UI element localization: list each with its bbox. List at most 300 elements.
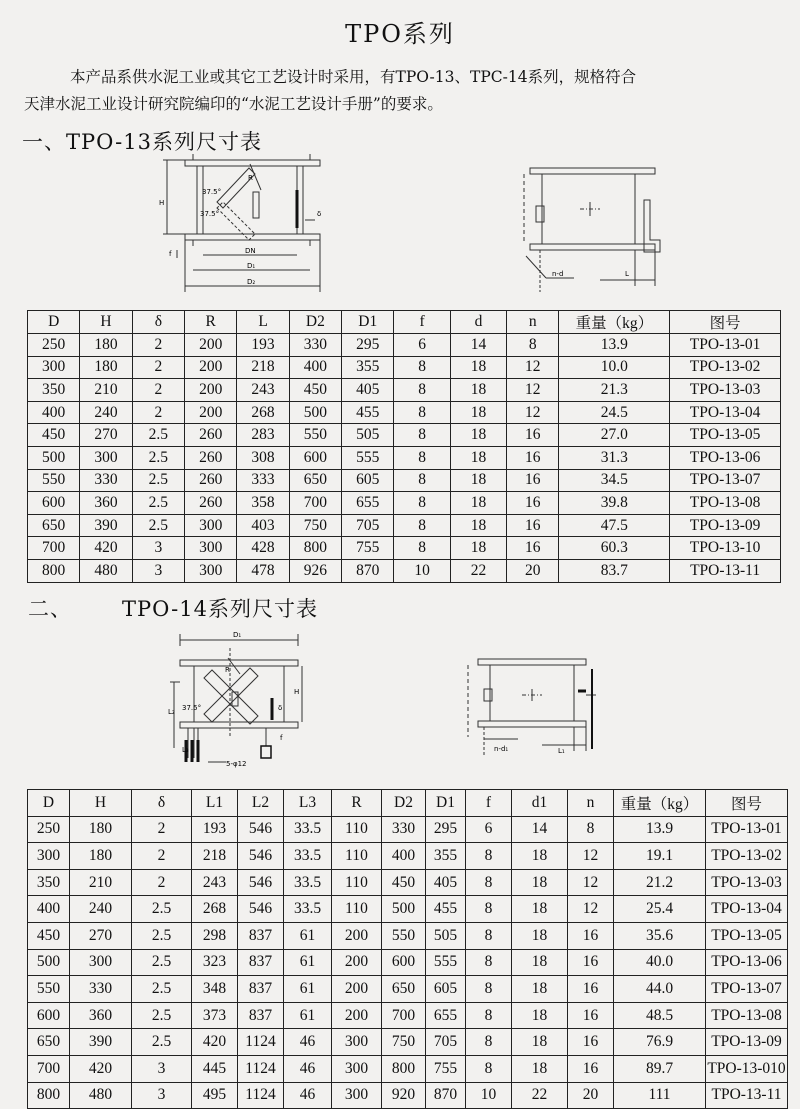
table-cell: 360 bbox=[80, 492, 132, 515]
table-cell: 420 bbox=[80, 537, 132, 560]
table-cell: 18 bbox=[512, 869, 568, 896]
table-cell: 755 bbox=[426, 1055, 466, 1082]
table-cell: 3 bbox=[132, 1082, 192, 1109]
table-cell: 8 bbox=[394, 424, 450, 447]
table-cell: 18 bbox=[512, 843, 568, 870]
table-cell: 837 bbox=[238, 949, 284, 976]
nd-label: n-d bbox=[552, 270, 564, 278]
table-cell: TPO-13-07 bbox=[670, 469, 781, 492]
table-cell: 605 bbox=[342, 469, 394, 492]
table-row bbox=[28, 816, 788, 843]
table-cell: 8 bbox=[466, 843, 512, 870]
table-cell: 870 bbox=[426, 1082, 466, 1109]
table-cell: 445 bbox=[192, 1055, 238, 1082]
table-cell: 330 bbox=[382, 816, 426, 843]
column-header: D2 bbox=[289, 311, 341, 334]
table-cell: 333 bbox=[237, 469, 289, 492]
table-cell: 650 bbox=[28, 514, 80, 537]
table-cell: 18 bbox=[512, 922, 568, 949]
table-header-row bbox=[28, 790, 788, 817]
page-title: TPO系列 bbox=[345, 20, 455, 48]
table-cell: 18 bbox=[512, 1055, 568, 1082]
f-label: f bbox=[280, 734, 283, 742]
table-cell: 2.5 bbox=[132, 469, 184, 492]
table-cell: 19.1 bbox=[614, 843, 706, 870]
table-cell: 403 bbox=[237, 514, 289, 537]
table-cell: 655 bbox=[426, 1002, 466, 1029]
table-cell: 16 bbox=[568, 976, 614, 1003]
table-row bbox=[28, 537, 781, 560]
table-cell: 110 bbox=[332, 869, 382, 896]
table-row bbox=[28, 446, 781, 469]
table-cell: 10 bbox=[394, 559, 450, 582]
table-cell: 14 bbox=[512, 816, 568, 843]
table-cell: 61 bbox=[284, 1002, 332, 1029]
table-cell: 2 bbox=[132, 356, 184, 379]
table-cell: 1124 bbox=[238, 1055, 284, 1082]
table-cell: 200 bbox=[332, 976, 382, 1003]
table-cell: 455 bbox=[342, 401, 394, 424]
table-cell: 8 bbox=[394, 379, 450, 402]
column-header: 图号 bbox=[670, 311, 781, 334]
table-cell: 800 bbox=[382, 1055, 426, 1082]
column-header: D bbox=[28, 311, 80, 334]
delta-label: δ bbox=[278, 704, 283, 712]
table-row bbox=[28, 949, 788, 976]
table-cell: 298 bbox=[192, 922, 238, 949]
column-header: 重量（kg） bbox=[614, 790, 706, 817]
table-cell: 800 bbox=[28, 1082, 70, 1109]
table-cell: 16 bbox=[568, 949, 614, 976]
table-cell: 3 bbox=[132, 537, 184, 560]
table-cell: 400 bbox=[28, 401, 80, 424]
table-cell: 350 bbox=[28, 869, 70, 896]
table-cell: 27.0 bbox=[559, 424, 670, 447]
section2-heading-text: TPO-14系列尺寸表 bbox=[122, 597, 318, 621]
delta-label: δ bbox=[317, 210, 322, 218]
table-cell: 500 bbox=[28, 446, 80, 469]
table-cell: 3 bbox=[132, 1055, 192, 1082]
table-cell: 546 bbox=[238, 843, 284, 870]
table-cell: 180 bbox=[80, 334, 132, 357]
section2-heading bbox=[28, 593, 318, 623]
table-cell: 546 bbox=[238, 896, 284, 923]
angle-label: 37.5° bbox=[182, 704, 202, 712]
column-header: D1 bbox=[342, 311, 394, 334]
table-cell: 400 bbox=[28, 896, 70, 923]
table-cell: 18 bbox=[512, 1029, 568, 1056]
table-row bbox=[28, 356, 781, 379]
table-cell: 2.5 bbox=[132, 976, 192, 1003]
table-cell: 200 bbox=[185, 334, 237, 357]
table-cell: 22 bbox=[450, 559, 506, 582]
table-cell: TPO-13-04 bbox=[670, 401, 781, 424]
section1-heading: 一、TPO-13系列尺寸表 bbox=[22, 130, 262, 154]
table-cell: 31.3 bbox=[559, 446, 670, 469]
table-cell: 8 bbox=[466, 869, 512, 896]
table-cell: 16 bbox=[507, 446, 559, 469]
table-cell: TPO-13-05 bbox=[706, 922, 788, 949]
column-header: R bbox=[185, 311, 237, 334]
table-cell: 348 bbox=[192, 976, 238, 1003]
table-cell: 16 bbox=[568, 1055, 614, 1082]
table-row bbox=[28, 469, 781, 492]
table-cell: 243 bbox=[192, 869, 238, 896]
table-cell: 16 bbox=[507, 514, 559, 537]
table-cell: 12 bbox=[568, 869, 614, 896]
table-cell: 18 bbox=[512, 896, 568, 923]
column-header: f bbox=[394, 311, 450, 334]
table-cell: 373 bbox=[192, 1002, 238, 1029]
table-row bbox=[28, 379, 781, 402]
table-cell: 13.9 bbox=[614, 816, 706, 843]
column-header: D2 bbox=[382, 790, 426, 817]
table-row bbox=[28, 559, 781, 582]
column-header: R bbox=[332, 790, 382, 817]
table-cell: 390 bbox=[80, 514, 132, 537]
h-label: H bbox=[294, 688, 300, 696]
column-header: δ bbox=[132, 311, 184, 334]
table-cell: 200 bbox=[332, 949, 382, 976]
table-cell: TPO-13-09 bbox=[706, 1029, 788, 1056]
column-header: L1 bbox=[192, 790, 238, 817]
table-cell: 500 bbox=[382, 896, 426, 923]
table-cell: TPO-13-04 bbox=[706, 896, 788, 923]
table-cell: TPO-13-10 bbox=[670, 537, 781, 560]
table-cell: 650 bbox=[28, 1029, 70, 1056]
table-cell: 180 bbox=[80, 356, 132, 379]
table-cell: 89.7 bbox=[614, 1055, 706, 1082]
table-cell: 240 bbox=[80, 401, 132, 424]
table-header-row bbox=[28, 311, 781, 334]
table-row bbox=[28, 424, 781, 447]
table-cell: 48.5 bbox=[614, 1002, 706, 1029]
table-cell: 330 bbox=[70, 976, 132, 1003]
column-header: D bbox=[28, 790, 70, 817]
table-cell: 18 bbox=[512, 949, 568, 976]
column-header: H bbox=[80, 311, 132, 334]
tpo14-front-drawing bbox=[168, 628, 308, 773]
table-cell: 22 bbox=[512, 1082, 568, 1109]
table-cell: 12 bbox=[507, 401, 559, 424]
table-cell: 33.5 bbox=[284, 896, 332, 923]
table-cell: 8 bbox=[466, 1002, 512, 1029]
table-cell: 837 bbox=[238, 1002, 284, 1029]
table-cell: 300 bbox=[332, 1055, 382, 1082]
table-cell: 8 bbox=[394, 401, 450, 424]
table-cell: 600 bbox=[28, 1002, 70, 1029]
table-cell: TPO-13-09 bbox=[670, 514, 781, 537]
column-header: n bbox=[568, 790, 614, 817]
table-cell: 837 bbox=[238, 976, 284, 1003]
table-cell: 400 bbox=[382, 843, 426, 870]
table-row bbox=[28, 869, 788, 896]
table-cell: 480 bbox=[70, 1082, 132, 1109]
table-cell: 10.0 bbox=[559, 356, 670, 379]
table-cell: 18 bbox=[512, 1002, 568, 1029]
table-cell: TPO-13-03 bbox=[706, 869, 788, 896]
table-cell: 546 bbox=[238, 816, 284, 843]
table-cell: 405 bbox=[342, 379, 394, 402]
column-header: d bbox=[450, 311, 506, 334]
table-cell: 550 bbox=[382, 922, 426, 949]
intro-line-2: 天津水泥工业设计研究院编印的“水泥工艺设计手册”的要求。 bbox=[24, 95, 443, 113]
table-cell: 323 bbox=[192, 949, 238, 976]
column-header: n bbox=[507, 311, 559, 334]
table-cell: 218 bbox=[192, 843, 238, 870]
table-cell: 8 bbox=[466, 949, 512, 976]
table-cell: 505 bbox=[426, 922, 466, 949]
tpo13-side-drawing bbox=[520, 160, 665, 292]
table-cell: 295 bbox=[342, 334, 394, 357]
table-cell: 300 bbox=[332, 1029, 382, 1056]
table-cell: 8 bbox=[394, 492, 450, 515]
table-cell: 550 bbox=[289, 424, 341, 447]
table-cell: 420 bbox=[70, 1055, 132, 1082]
d2-label: D₂ bbox=[247, 278, 256, 286]
l-label: L bbox=[625, 270, 629, 278]
d1-label: D₁ bbox=[233, 631, 242, 639]
tpo13-front-drawing bbox=[155, 150, 330, 305]
table-cell: 300 bbox=[332, 1082, 382, 1109]
table-cell: 180 bbox=[70, 816, 132, 843]
table-cell: 8 bbox=[466, 976, 512, 1003]
table-cell: 500 bbox=[289, 401, 341, 424]
table-cell: 33.5 bbox=[284, 816, 332, 843]
h-label: H bbox=[159, 199, 165, 207]
table-cell: 600 bbox=[289, 446, 341, 469]
table-cell: 10 bbox=[466, 1082, 512, 1109]
table-cell: 295 bbox=[426, 816, 466, 843]
table-cell: 61 bbox=[284, 976, 332, 1003]
l3-label: L₃ bbox=[182, 746, 189, 754]
table-cell: 800 bbox=[289, 537, 341, 560]
table-cell: 243 bbox=[237, 379, 289, 402]
tpo13-dimension-table bbox=[27, 310, 781, 583]
table-cell: 8 bbox=[394, 514, 450, 537]
table-cell: TPO-13-03 bbox=[670, 379, 781, 402]
column-header: δ bbox=[132, 790, 192, 817]
table-cell: 16 bbox=[568, 1002, 614, 1029]
d1-label: D₁ bbox=[247, 262, 256, 270]
angle-label-bottom: 37.5° bbox=[200, 210, 220, 218]
table-cell: 46 bbox=[284, 1082, 332, 1109]
table-row bbox=[28, 922, 788, 949]
table-cell: 13.9 bbox=[559, 334, 670, 357]
f-label: f bbox=[169, 250, 172, 258]
table-cell: 61 bbox=[284, 949, 332, 976]
table-cell: 6 bbox=[466, 816, 512, 843]
table-cell: 837 bbox=[238, 922, 284, 949]
table-cell: 16 bbox=[507, 492, 559, 515]
table-cell: TPO-13-010 bbox=[706, 1055, 788, 1082]
table-cell: 250 bbox=[28, 334, 80, 357]
table-row bbox=[28, 1082, 788, 1109]
table-cell: 20 bbox=[507, 559, 559, 582]
table-cell: 16 bbox=[568, 1029, 614, 1056]
table-cell: 12 bbox=[568, 896, 614, 923]
table-cell: 18 bbox=[450, 424, 506, 447]
tpo14-dimension-table bbox=[27, 789, 788, 1109]
column-header: L2 bbox=[238, 790, 284, 817]
table-cell: 18 bbox=[450, 537, 506, 560]
table-cell: 2.5 bbox=[132, 424, 184, 447]
table-cell: 300 bbox=[185, 514, 237, 537]
table-cell: 61 bbox=[284, 922, 332, 949]
table-cell: TPO-13-07 bbox=[706, 976, 788, 1003]
table-cell: 21.2 bbox=[614, 869, 706, 896]
table-cell: 2.5 bbox=[132, 446, 184, 469]
table-cell: 33.5 bbox=[284, 843, 332, 870]
column-header: L3 bbox=[284, 790, 332, 817]
table-cell: 300 bbox=[185, 537, 237, 560]
table-cell: 8 bbox=[394, 446, 450, 469]
table-cell: 2.5 bbox=[132, 514, 184, 537]
table-cell: 268 bbox=[192, 896, 238, 923]
table-row bbox=[28, 514, 781, 537]
table-cell: 33.5 bbox=[284, 869, 332, 896]
table-cell: 650 bbox=[382, 976, 426, 1003]
table-cell: 8 bbox=[466, 1055, 512, 1082]
table-cell: 1124 bbox=[238, 1029, 284, 1056]
table-cell: 700 bbox=[382, 1002, 426, 1029]
table-cell: 700 bbox=[289, 492, 341, 515]
table-cell: 550 bbox=[28, 976, 70, 1003]
table-row bbox=[28, 401, 781, 424]
table-cell: TPO-13-01 bbox=[670, 334, 781, 357]
dn-label: DN bbox=[245, 247, 256, 255]
table-cell: 8 bbox=[507, 334, 559, 357]
table-cell: 12 bbox=[507, 356, 559, 379]
table-cell: 355 bbox=[426, 843, 466, 870]
nd1-label: n-d₁ bbox=[494, 745, 509, 753]
holes-label: 5-φ12 bbox=[226, 760, 247, 768]
table-cell: 705 bbox=[342, 514, 394, 537]
table-cell: 420 bbox=[192, 1029, 238, 1056]
table-cell: 210 bbox=[80, 379, 132, 402]
table-cell: 260 bbox=[185, 469, 237, 492]
table-cell: 2.5 bbox=[132, 922, 192, 949]
table-cell: 2 bbox=[132, 843, 192, 870]
table-cell: 8 bbox=[394, 469, 450, 492]
table-cell: 268 bbox=[237, 401, 289, 424]
table-cell: 450 bbox=[382, 869, 426, 896]
table-cell: 478 bbox=[237, 559, 289, 582]
table-cell: 550 bbox=[28, 469, 80, 492]
table-cell: 500 bbox=[28, 949, 70, 976]
column-header: H bbox=[70, 790, 132, 817]
table-cell: 300 bbox=[185, 559, 237, 582]
table-cell: TPO-13-01 bbox=[706, 816, 788, 843]
table-cell: 40.0 bbox=[614, 949, 706, 976]
table-cell: 12 bbox=[568, 843, 614, 870]
l1-label: L₁ bbox=[558, 747, 565, 755]
table-cell: 210 bbox=[70, 869, 132, 896]
table-cell: 655 bbox=[342, 492, 394, 515]
table-row bbox=[28, 976, 788, 1003]
table-cell: 920 bbox=[382, 1082, 426, 1109]
table-cell: 505 bbox=[342, 424, 394, 447]
table-cell: 600 bbox=[382, 949, 426, 976]
angle-label-top: 37.5° bbox=[202, 188, 222, 196]
table-cell: 18 bbox=[450, 469, 506, 492]
table-cell: 18 bbox=[450, 492, 506, 515]
table-cell: 755 bbox=[342, 537, 394, 560]
table-cell: 2 bbox=[132, 869, 192, 896]
table-cell: 926 bbox=[289, 559, 341, 582]
table-cell: 35.6 bbox=[614, 922, 706, 949]
table-cell: 18 bbox=[450, 514, 506, 537]
table-row bbox=[28, 1055, 788, 1082]
table-cell: TPO-13-02 bbox=[670, 356, 781, 379]
table-cell: 450 bbox=[289, 379, 341, 402]
table-cell: 18 bbox=[450, 379, 506, 402]
table-cell: 2.5 bbox=[132, 492, 184, 515]
table-cell: 18 bbox=[512, 976, 568, 1003]
table-row bbox=[28, 1002, 788, 1029]
table-cell: TPO-13-05 bbox=[670, 424, 781, 447]
table-cell: 34.5 bbox=[559, 469, 670, 492]
table-row bbox=[28, 896, 788, 923]
table-cell: 300 bbox=[70, 949, 132, 976]
table-cell: 546 bbox=[238, 869, 284, 896]
column-header: D1 bbox=[426, 790, 466, 817]
table-cell: 480 bbox=[80, 559, 132, 582]
table-cell: 2.5 bbox=[132, 1002, 192, 1029]
table-cell: 111 bbox=[614, 1082, 706, 1109]
table-cell: 358 bbox=[237, 492, 289, 515]
table-cell: 46 bbox=[284, 1055, 332, 1082]
table-cell: 800 bbox=[28, 559, 80, 582]
r-label: R bbox=[248, 174, 253, 182]
table-cell: 260 bbox=[185, 424, 237, 447]
table-cell: 110 bbox=[332, 816, 382, 843]
table-cell: 240 bbox=[70, 896, 132, 923]
table-row bbox=[28, 1029, 788, 1056]
table-cell: 200 bbox=[185, 356, 237, 379]
table-cell: 260 bbox=[185, 492, 237, 515]
table-cell: 20 bbox=[568, 1082, 614, 1109]
table-cell: 110 bbox=[332, 843, 382, 870]
table-cell: 6 bbox=[394, 334, 450, 357]
table-cell: 16 bbox=[507, 537, 559, 560]
table-cell: 455 bbox=[426, 896, 466, 923]
table-cell: 555 bbox=[426, 949, 466, 976]
table-cell: 21.3 bbox=[559, 379, 670, 402]
table-cell: 218 bbox=[237, 356, 289, 379]
table-cell: 25.4 bbox=[614, 896, 706, 923]
table-cell: 39.8 bbox=[559, 492, 670, 515]
table-cell: 200 bbox=[332, 922, 382, 949]
table-cell: 12 bbox=[507, 379, 559, 402]
table-cell: 750 bbox=[289, 514, 341, 537]
column-header: L bbox=[237, 311, 289, 334]
table-cell: 650 bbox=[289, 469, 341, 492]
table-cell: TPO-13-06 bbox=[670, 446, 781, 469]
intro-line-1: 本产品系供水泥工业或其它工艺设计时采用，有TPO-13、TPC-14系列，规格符合 bbox=[70, 68, 637, 86]
table-cell: 2.5 bbox=[132, 896, 192, 923]
table-cell: 360 bbox=[70, 1002, 132, 1029]
table-cell: 555 bbox=[342, 446, 394, 469]
table-cell: 308 bbox=[237, 446, 289, 469]
table-cell: 47.5 bbox=[559, 514, 670, 537]
table-cell: 180 bbox=[70, 843, 132, 870]
r-label: R bbox=[225, 666, 230, 674]
table-cell: 300 bbox=[28, 843, 70, 870]
table-cell: 16 bbox=[507, 424, 559, 447]
table-cell: 8 bbox=[466, 1029, 512, 1056]
tpo14-side-drawing bbox=[462, 655, 602, 767]
